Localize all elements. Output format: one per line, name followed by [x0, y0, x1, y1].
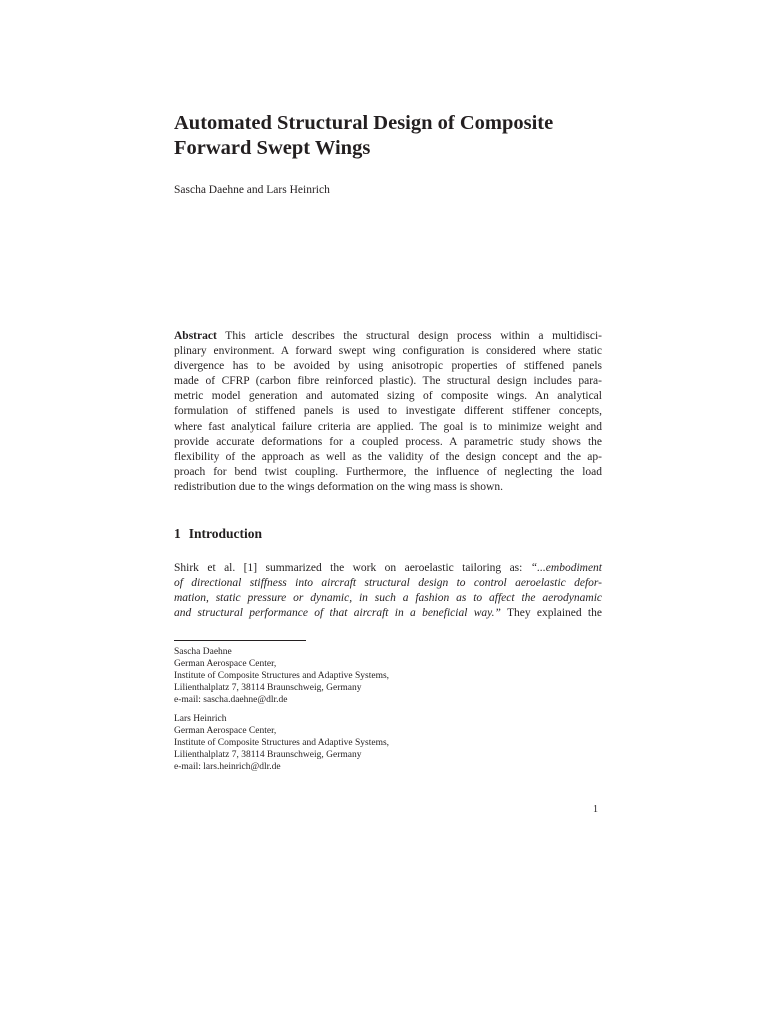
page-number: 1: [593, 804, 598, 815]
intro-line: [174, 606, 602, 621]
affiliation-name: Sascha Daehne: [174, 647, 232, 657]
intro-line: [174, 576, 602, 591]
abstract-line: [174, 329, 602, 344]
intro-line: [174, 561, 602, 576]
intro-quote: of directional stiffness into aircraft structural design to control aeroelastic defor-: [174, 577, 602, 590]
abstract-line: metric model generation and automated sizing of composite wings. An analytical: [174, 390, 602, 403]
intro-quote: “...embodiment: [530, 562, 602, 574]
abstract-line: where fast analytical failure criteria are applied. The goal is to minimize weight and: [174, 420, 602, 433]
affiliation-line: German Aerospace Center,: [174, 726, 277, 737]
intro-quote: mation, static pressure or dynamic, in such a fashion as to affect the aerodynamic: [174, 592, 602, 605]
paper-title: [174, 111, 614, 161]
affiliation-line: German Aerospace Center,: [174, 659, 277, 670]
section-title: Introduction: [188, 526, 263, 541]
author-affiliation: [174, 713, 474, 773]
affiliation-name: Lars Heinrich: [174, 714, 227, 724]
affiliation-line: Lilienthalplatz 7, 38114 Braunschweig, Germany: [174, 750, 362, 761]
abstract-line: proach for bend twist coupling. Furthermore, the influence of neglecting the load: [174, 465, 602, 478]
abstract-label: Abstract: [174, 330, 217, 342]
affiliation-email: e-mail: sascha.daehne@dlr.de: [174, 695, 288, 706]
abstract-line: formulation of stiffened panels is used to investigate different stiffener concepts,: [174, 405, 602, 418]
intro-quote: and structural performance of that aircraft in a beneficial way.”: [174, 607, 501, 620]
affiliation-line: Institute of Composite Structures and Adaptive Systems,: [174, 738, 390, 749]
affiliation-line: Lilienthalplatz 7, 38114 Braunschweig, Germany: [174, 683, 362, 694]
abstract-line: flexibility of the approach as well as the validity of the design concept and the ap-: [174, 450, 602, 463]
affiliation-email: e-mail: lars.heinrich@dlr.de: [174, 762, 281, 773]
abstract-line: made of CFRP (carbon fibre reinforced plastic). The structural design includes para-: [174, 375, 602, 388]
title-line: Automated Structural Design of Composite: [174, 112, 554, 134]
abstract-line: divergence has to be avoided by using anisotropic properties of stiffened panels: [174, 360, 602, 373]
title-line: Forward Swept Wings: [174, 137, 371, 159]
introduction-paragraph: [174, 561, 602, 621]
affiliation-line: Institute of Composite Structures and Adaptive Systems,: [174, 671, 390, 682]
intro-text: Shirk et al. [1] summarized the work on aeroelastic tailoring as:: [174, 562, 531, 574]
abstract-line: provide accurate deformations for a coupled process. A parametric study shows the: [174, 435, 602, 448]
footnote-divider: [174, 640, 306, 641]
intro-text: They explained the: [500, 607, 602, 620]
section-number: 1: [174, 526, 181, 541]
section-heading: [174, 526, 262, 542]
author-list: Sascha Daehne and Lars Heinrich: [174, 184, 330, 196]
abstract: [174, 329, 602, 495]
abstract-line: plinary environment. A forward swept wing configuration is considered where static: [174, 345, 602, 358]
abstract-line: redistribution due to the wings deformation on the wing mass is shown.: [174, 480, 503, 493]
author-affiliation: [174, 646, 474, 706]
abstract-text: This article describes the structural design process within a multidisci-: [216, 330, 602, 342]
intro-line: [174, 591, 602, 606]
